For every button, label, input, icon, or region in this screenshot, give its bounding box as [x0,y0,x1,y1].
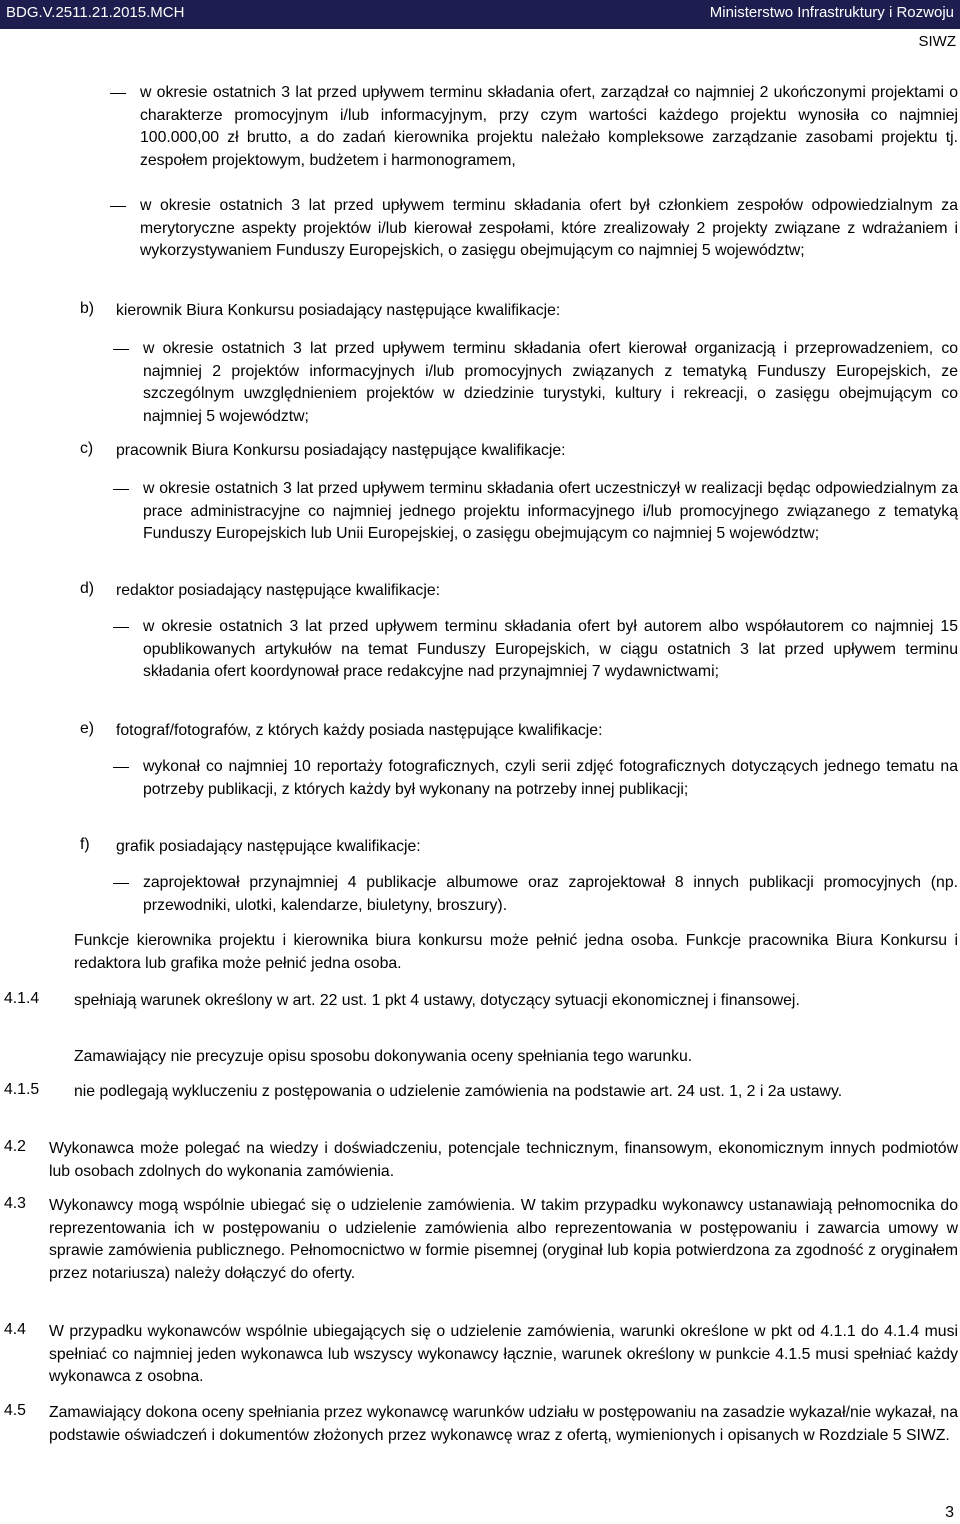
section-text-43: Wykonawcy mogą wspólnie ubiegać się o udzielenie zamówienia. W takim przypadku wykonawcy ustanawiają pełnomocnika do reprezentowania ich w postępowaniu o udzielenie zamówienia albo reprezentowania w postępowaniu i zawarcia umowy w sprawie zamówienia publicznego. Pełnomocnictwo w formie pisemnej (oryginał lub kopia potwierdzona za zgodność z oryginałem przez notariusza) należy dołączyć do oferty. [49,1197,958,1282]
list-letter-e: e) [80,720,95,737]
dash-item [143,756,958,801]
section-text-44: W przypadku wykonawców wspólnie ubiegających się o udzielenie zamówienia, warunki określone w pkt od 4.1.1 do 4.1.4 musi spełniać co najmniej jeden wykonawca lub wszyscy wykonawcy łącznie, warunek określony w punkcie 4.1.5 musi spełniać każdy wykonawca z osobna. [49,1323,958,1386]
functions-note: Funkcje kierownika projektu i kierownika biura konkursu może pełnić jedna osoba. Funkcje pracownika Biura Konkursu i redaktora lub grafika może pełnić jedna osoba. [74,932,958,972]
section-number-415: 4.1.5 [4,1081,40,1098]
list-letter-c: c) [80,440,94,457]
dash-item [143,478,958,546]
dash-item [143,338,958,428]
dash-item [140,195,958,263]
dash-text: wykonał co najmniej 10 reportaży fotograficznych, czyli serii zdjęć fotograficznych dotyczących jednego tematu na potrzeby publikacji, z których każdy był wykonany na potrzeby innej publikacji; [143,758,958,798]
section-text-45: Zamawiający dokona oceny spełniania przez wykonawcę warunków udziału w postępowaniu na zasadzie wykazał/nie wykazał, na podstawie oświadczeń i dokumentów złożonych przez wykonawcę wraz z ofertą, wymienionych i opisanych w Rozdziale 5 SIWZ. [49,1404,958,1444]
document-reference: BDG.V.2511.21.2015.MCH [6,4,185,21]
item-title-f: grafik posiadający następujące kwalifikacje: [116,838,421,855]
section-number-43: 4.3 [4,1195,26,1212]
dash-item [143,616,958,684]
section-number-42: 4.2 [4,1138,26,1155]
section-text-414: spełniają warunek określony w art. 22 ust. 1 pkt 4 ustawy, dotyczący sytuacji ekonomicznej i finansowej. [74,992,800,1009]
list-letter-d: d) [80,580,95,597]
item-title-d: redaktor posiadający następujące kwalifikacje: [116,582,441,599]
dash-text: w okresie ostatnich 3 lat przed upływem terminu składania ofert kierował organizacją i przeprowadzeniem, co najmniej 2 projektów informacyjnych i/lub promocyjnych związanych z tematyką Funduszy Europejskich, ze szczególnym uwzględnieniem projektów w dziedzinie turystyki, kultury i rekreacji, o zasięgu obejmującym co najmniej 5 województw; [143,340,958,425]
section-note-414: Zamawiający nie precyzuje opisu sposobu dokonywania oceny spełniania tego warunku. [74,1048,693,1065]
item-title-c: pracownik Biura Konkursu posiadający następujące kwalifikacje: [116,442,566,459]
list-letter-f: f) [80,836,90,853]
dash-item [143,872,958,917]
ministry-name: Ministerstwo Infrastruktury i Rozwoju [709,4,954,21]
document-type-label: SIWZ [918,33,956,50]
section-number-44: 4.4 [4,1321,26,1338]
section-number-414: 4.1.4 [4,990,40,1007]
header-bar [0,0,960,29]
dash-text: w okresie ostatnich 3 lat przed upływem terminu składania ofert, zarządzał co najmniej 2 ukończonymi projektami o charakterze promocyjnym i/lub informacyjnym, przy czym wartości każdego projektu wynosiła co najmniej 100.000,00 zł brutto, a do zadań kierownika projektu należało kompleksowe zarządzanie zasobami projektu tj. zespołem projektowym, budżetem i harmonogramem, [140,84,958,169]
section-number-45: 4.5 [4,1402,26,1419]
dash-text: w okresie ostatnich 3 lat przed upływem terminu składania ofert uczestniczył w realizacji będąc odpowiedzialnym za prace administracyjne co najmniej jednego projektu informacyjnego i/lub promocyjnego związanego z tematyką Funduszy Europejskich lub Unii Europejskiej, o zasięgu obejmującym co najmniej 5 województw; [143,480,958,543]
dash-text: w okresie ostatnich 3 lat przed upływem terminu składania ofert był autorem albo współautorem co najmniej 15 opublikowanych artykułów na temat Funduszy Europejskich, w ciągu ostatnich 3 lat przed upływem terminu składania ofert koordynował prace redakcyjne nad przynajmniej 7 wydawnictwami; [143,618,958,681]
dash-item [140,82,958,172]
item-title-e: fotograf/fotografów, z których każdy posiada następujące kwalifikacje: [116,722,603,739]
page-number: 3 [945,1504,954,1521]
section-text-415: nie podlegają wykluczeniu z postępowania o udzielenie zamówienia na podstawie art. 24 ust. 1, 2 i 2a ustawy. [74,1083,843,1100]
list-letter-b: b) [80,300,95,317]
item-title-b: kierownik Biura Konkursu posiadający następujące kwalifikacje: [116,302,561,319]
dash-text: zaprojektował przynajmniej 4 publikacje albumowe oraz zaprojektował 8 innych publikacji promocyjnych (np. przewodniki, ulotki, kalendarze, biuletyny, broszury). [143,874,958,914]
section-text-42: Wykonawca może polegać na wiedzy i doświadczeniu, potencjale technicznym, finansowym, ekonomicznym innych podmiotów lub osobach zdolnych do wykonania zamówienia. [49,1140,958,1180]
dash-text: w okresie ostatnich 3 lat przed upływem terminu składania ofert był członkiem zespołów odpowiedzialnym za merytoryczne aspekty projektów i/lub kierował zespołami, które zrealizowały 2 projekty związane z wdrażaniem i wykorzystywaniem Funduszy Europejskich, o zasięgu obejmującym co najmniej 5 województw; [140,197,958,260]
